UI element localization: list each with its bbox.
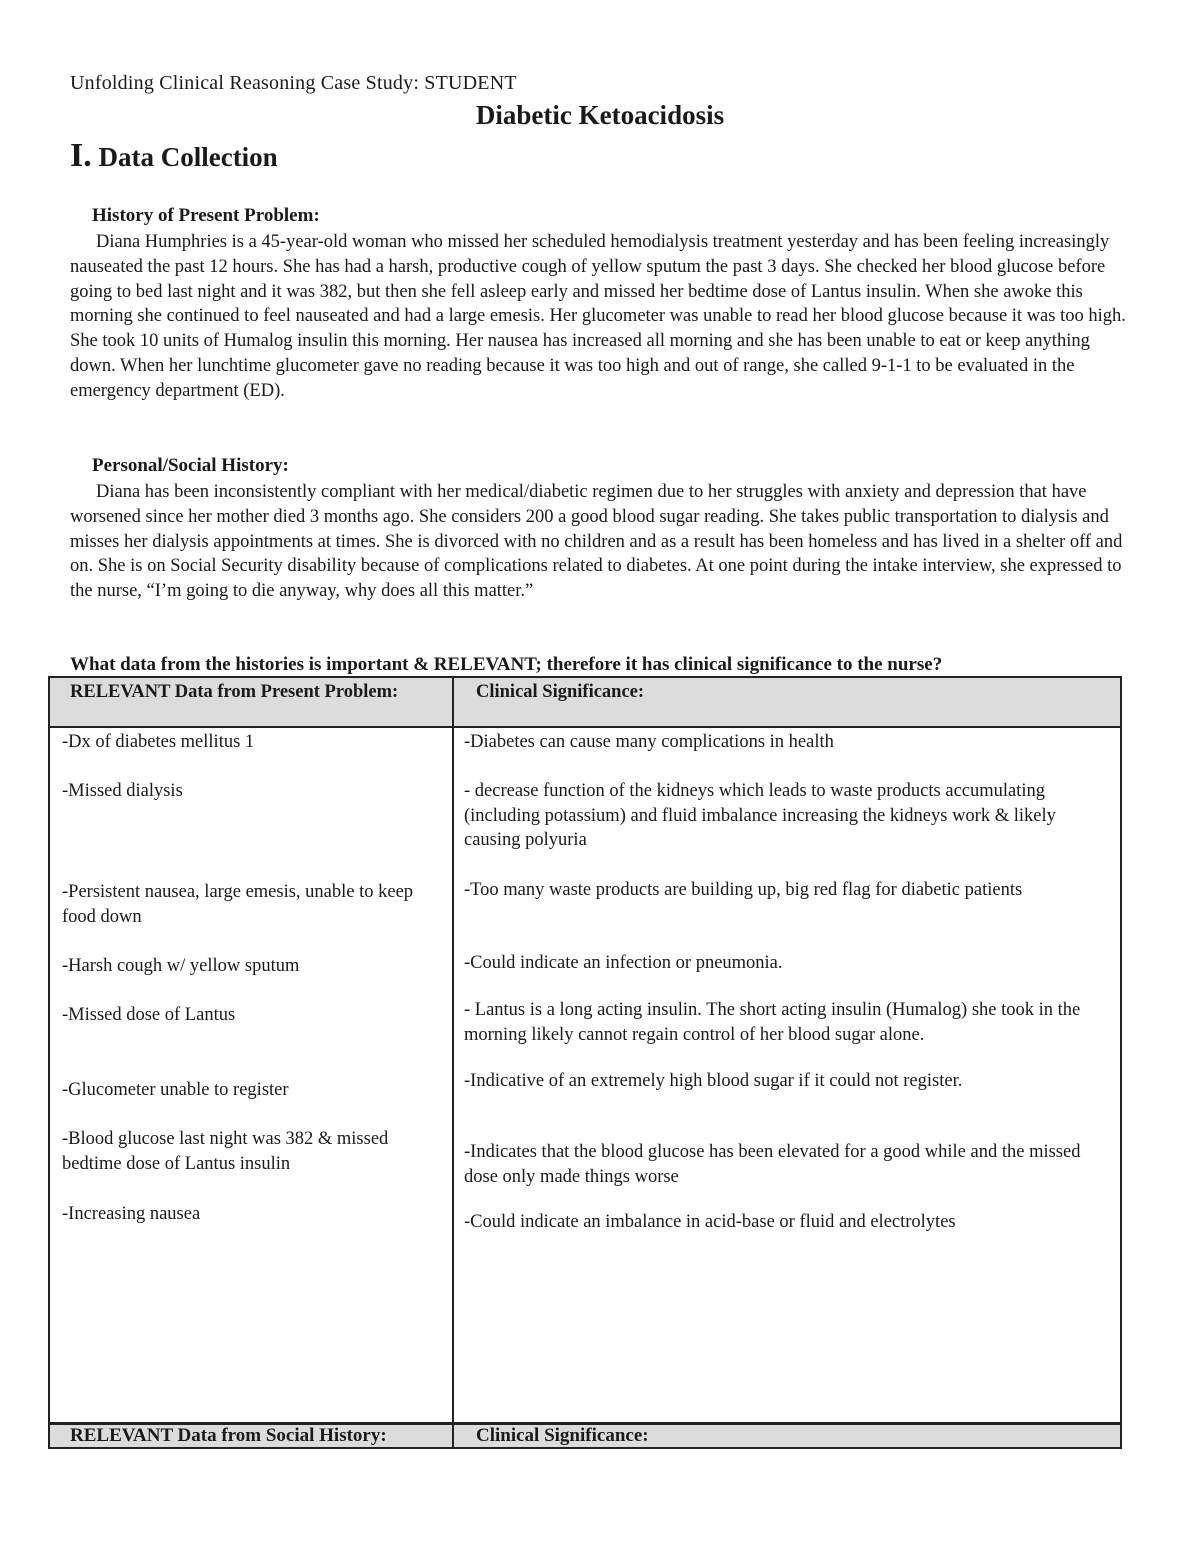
page-title: Diabetic Ketoacidosis — [475, 100, 725, 130]
list-item: -Diabetes can cause many complications in health — [464, 732, 834, 752]
list-item: -Could indicate an imbalance in acid-base or fluid and electrolytes — [464, 1212, 956, 1232]
history-paragraph: Diana Humphries is a 45-year-old woman who missed her scheduled hemodialysis treatment yesterday and has been feeling increasingly nauseated the past 12 hours. She has had a harsh, productive cough of yellow sputum the past 3 days. She checked her blood glucose before going to bed last night and it was 382, but then she fell asleep early and missed her bedtime dose of Lantus insulin. When she awoke this morning she continued to feel nauseated and had a large emesis. Her glucometer was unable to read her blood glucose because it was too high. She took 10 units of Humalog insulin this morning. Her nausea has increased all morning and she has been unable to eat or keep anything down. When her lunchtime glucometer gave no reading because it was too high and out of range, she called 9-1-1 to be evaluated in the emergency department (ED). — [70, 232, 1126, 401]
social-history-column-header: RELEVANT Data from Social History: — [49, 1424, 453, 1449]
social-header-row — [49, 1424, 1121, 1449]
list-item: -Blood glucose last night was 382 & missed bedtime dose of Lantus insulin — [62, 1129, 389, 1174]
table-header-row — [49, 677, 1121, 727]
present-problem-column-header: RELEVANT Data from Present Problem: — [49, 677, 453, 727]
list-item: -Could indicate an infection or pneumonia. — [464, 953, 783, 973]
list-item: -Indicative of an extremely high blood sugar if it could not register. — [464, 1071, 963, 1091]
document-header: Unfolding Clinical Reasoning Case Study: STUDENT — [70, 72, 517, 94]
list-item: -Indicates that the blood glucose has been elevated for a good while and the missed dose only made things worse — [464, 1142, 1081, 1187]
list-item: -Harsh cough w/ yellow sputum — [62, 956, 300, 976]
social-clinical-significance-header: Clinical Significance: — [453, 1424, 1121, 1449]
history-heading: History of Present Problem: — [92, 205, 320, 226]
list-item: -Increasing nausea — [62, 1204, 201, 1224]
list-item: -Persistent nausea, large emesis, unable to keep food down — [62, 882, 414, 927]
table-row — [49, 727, 1121, 1424]
section-title-text: Data Collection — [98, 142, 278, 172]
list-item: -Glucometer unable to register — [62, 1080, 289, 1100]
relevance-question: What data from the histories is important & RELEVANT; therefore it has clinical significance to the nurse? — [70, 654, 943, 675]
list-item: - Lantus is a long acting insulin. The short acting insulin (Humalog) she took in the morning likely cannot regain control of her blood sugar alone. — [464, 1000, 1081, 1045]
list-item: - decrease function of the kidneys which leads to waste products accumulating (including potassium) and fluid imbalance increasing the kidneys work & likely causing polyuria — [464, 781, 1056, 850]
social-heading: Personal/Social History: — [92, 455, 289, 476]
list-item: -Too many waste products are building up, big red flag for diabetic patients — [464, 880, 1023, 900]
relevant-data-cell — [49, 727, 453, 1424]
list-item: -Dx of diabetes mellitus 1 — [62, 732, 255, 752]
clinical-significance-column-header: Clinical Significance: — [453, 677, 1121, 727]
social-paragraph: Diana has been inconsistently compliant with her medical/diabetic regimen due to her struggles with anxiety and depression that have worsened since her mother died 3 months ago. She considers 200 a good blood sugar reading. She takes public transportation to dialysis and misses her dialysis appointments at times. She is divorced with no children and as a result has been homeless and has lived in a shelter off and on. She is on Social Security disability because of complications related to diabetes. At one point during the intake interview, she expressed to the nurse, “I’m going to die anyway, why does all this matter.” — [70, 482, 1123, 602]
list-item: -Missed dialysis — [62, 781, 183, 801]
section-numeral: I. — [70, 137, 92, 174]
clinical-significance-cell — [453, 727, 1121, 1424]
list-item: -Missed dose of Lantus — [62, 1005, 236, 1025]
section-heading — [70, 137, 278, 175]
relevant-data-table — [48, 676, 1122, 1449]
